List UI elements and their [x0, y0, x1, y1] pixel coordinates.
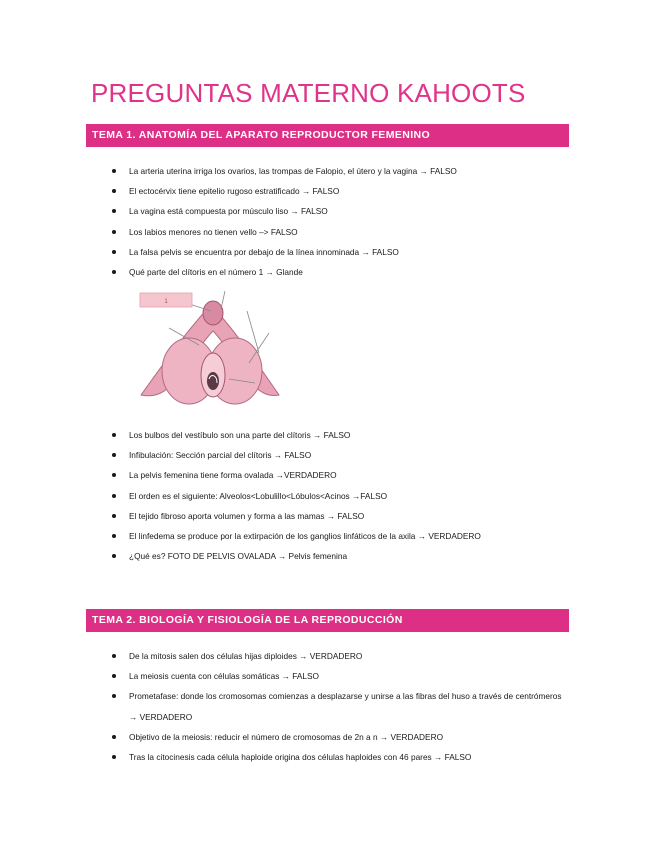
section-header-tema-2: TEMA 2. BIOLOGÍA Y FISIOLOGÍA DE LA REPRODUCCIÓN — [86, 609, 569, 632]
tema-2-list — [110, 646, 570, 767]
list-item: La falsa pelvis se encuentra por debajo de la línea innominada → FALSO — [110, 242, 570, 262]
list-item: Los labios menores no tienen vello –> FALSO — [110, 222, 570, 242]
list-item: ¿Qué es? FOTO DE PELVIS OVALADA → Pelvis femenina — [110, 546, 570, 566]
list-item: Prometafase: donde los cromosomas comienzas a desplazarse y unirse a las fibras del huso a través de centrómeros → VERDADERO — [110, 686, 570, 726]
list-item: El linfedema se produce por la extirpación de los ganglios linfáticos de la axila → VERDADERO — [110, 526, 570, 546]
figure-label-number: 1 — [164, 299, 168, 305]
list-item: Los bulbos del vestíbulo son una parte del clítoris → FALSO — [110, 425, 570, 445]
list-item: El orden es el siguiente: Alveolos<Lobulillo<Lóbulos<Acinos →FALSO — [110, 486, 570, 506]
list-item: Qué parte del clítoris en el número 1 → Glande — [110, 262, 570, 282]
list-item: Objetivo de la meiosis: reducir el número de cromosomas de 2n a n → VERDADERO — [110, 727, 570, 747]
list-item: Infibulación: Sección parcial del clítoris → FALSO — [110, 445, 570, 465]
document-title: PREGUNTAS MATERNO KAHOOTS — [91, 78, 526, 108]
list-item: La vagina está compuesta por músculo liso → FALSO — [110, 201, 570, 221]
tema-1-list-b — [110, 425, 570, 566]
section-header-tema-1: TEMA 1. ANATOMÍA DEL APARATO REPRODUCTOR FEMENINO — [86, 124, 569, 147]
list-item: La arteria uterina irriga los ovarios, las trompas de Falopio, el útero y la vagina → FALSO — [110, 161, 570, 181]
list-item: El tejido fibroso aporta volumen y forma a las mamas → FALSO — [110, 506, 570, 526]
list-item: De la mitosis salen dos células hijas diploides → VERDADERO — [110, 646, 570, 666]
list-item: Tras la citocinesis cada célula haploide origina dos células haploides con 46 pares → FALSO — [110, 747, 570, 767]
list-item: La meiosis cuenta con células somáticas → FALSO — [110, 666, 570, 686]
list-item: La pelvis femenina tiene forma ovalada →VERDADERO — [110, 465, 570, 485]
tema-1-list-a — [110, 161, 570, 282]
clitoris-anatomy-illustration — [129, 283, 290, 409]
list-item: El ectocérvix tiene epitelio rugoso estratificado → FALSO — [110, 181, 570, 201]
